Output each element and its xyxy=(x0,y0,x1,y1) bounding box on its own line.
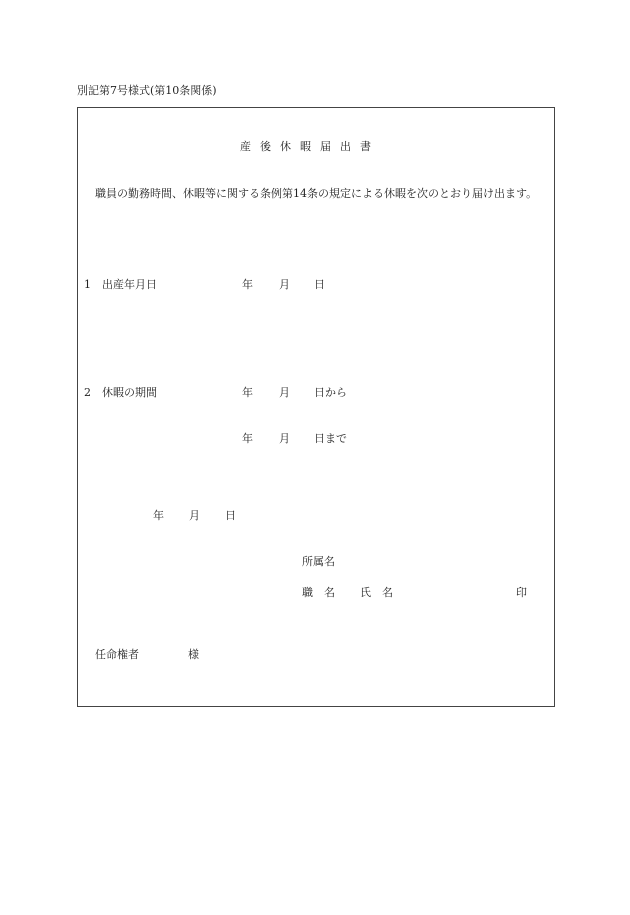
leave-from-month-unit: 月 xyxy=(279,386,290,399)
submission-month-unit: 月 xyxy=(189,509,200,522)
form-reference: 別記第7号様式(第10条関係) xyxy=(77,84,217,97)
birth-year-unit: 年 xyxy=(242,278,253,291)
position-label: 職 名 xyxy=(302,586,335,599)
document-title: 産後休暇届出書 xyxy=(240,140,380,153)
affiliation-label: 所属名 xyxy=(302,555,335,568)
leave-from-day-suffix: 日から xyxy=(314,386,347,399)
leave-period-label: 2 休暇の期間 xyxy=(84,386,157,399)
leave-to-day-suffix: 日まで xyxy=(314,432,347,445)
addressee-honorific: 様 xyxy=(188,648,199,661)
submission-day-unit: 日 xyxy=(225,509,236,522)
leave-to-month-unit: 月 xyxy=(279,432,290,445)
appointing-authority-label: 任命権者 xyxy=(95,648,139,661)
leave-to-year-unit: 年 xyxy=(242,432,253,445)
birth-day-unit: 日 xyxy=(314,278,325,291)
seal-label: 印 xyxy=(516,586,527,599)
submission-year-unit: 年 xyxy=(153,509,164,522)
intro-paragraph: 職員の勤務時間、休暇等に関する条例第14条の規定による休暇を次のとおり届け出ます。 xyxy=(95,187,538,200)
birth-month-unit: 月 xyxy=(279,278,290,291)
name-label: 氏 名 xyxy=(360,586,393,599)
birth-date-label: 1 出産年月日 xyxy=(84,278,157,291)
leave-from-year-unit: 年 xyxy=(242,386,253,399)
